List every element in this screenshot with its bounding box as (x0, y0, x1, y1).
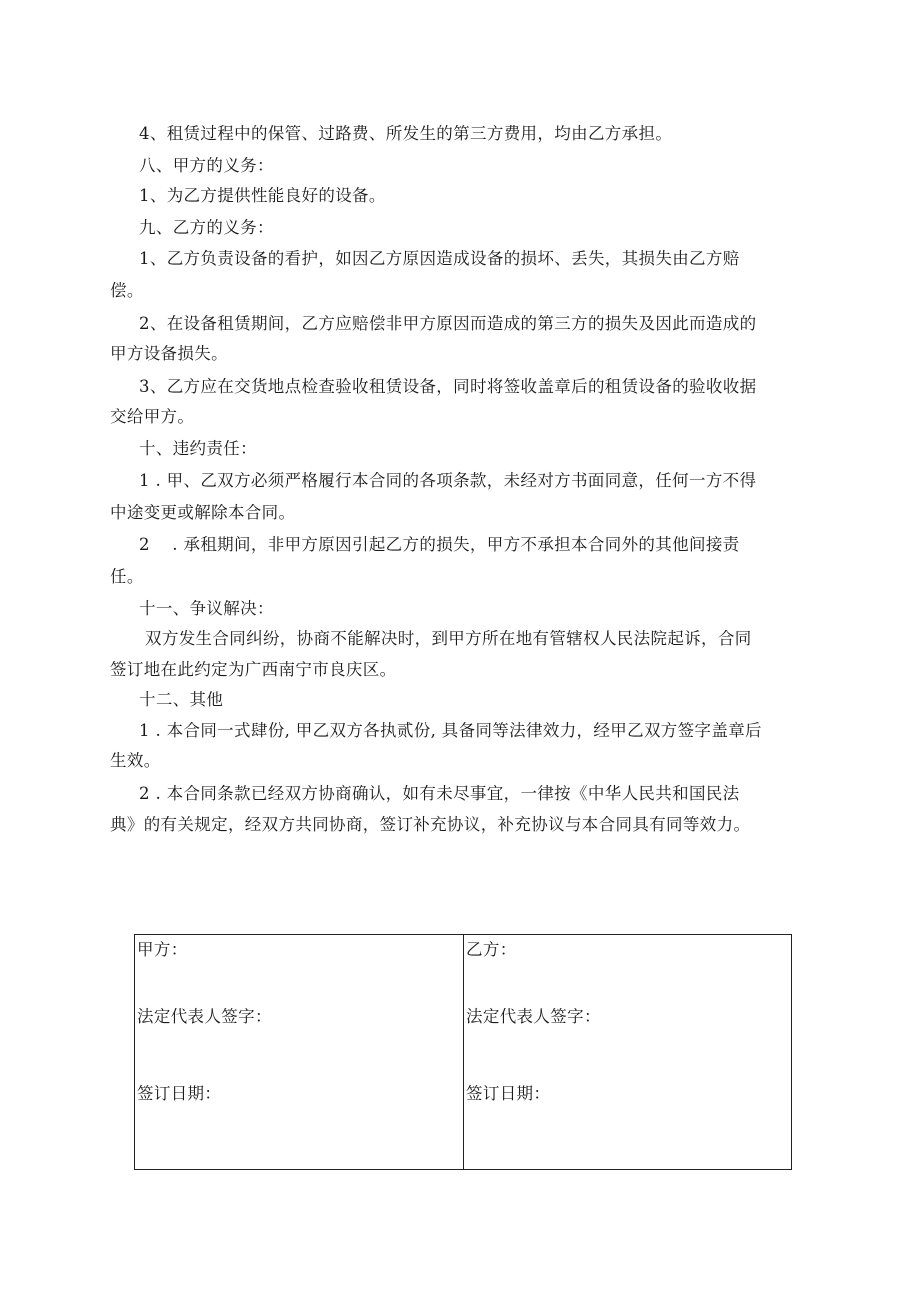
clause-line: 任。 (110, 567, 144, 586)
party-b-rep-label: 法定代表人签字： (466, 1007, 601, 1026)
clause-line: 1 . 本合同一式肆份, 甲乙双方各执贰份, 具备同等法律效力，经甲乙双方签字盖章后 (139, 721, 762, 740)
section-heading: 十一、争议解决： (139, 599, 274, 618)
clause-line: 2 . 承租期间，非甲方原因引起乙方的损失，甲方不承担本合同外的其他间接责 (139, 535, 740, 554)
section-heading: 九、乙方的义务： (139, 218, 274, 237)
clause-line: 交给甲方。 (110, 407, 195, 426)
clause-line: 双方发生合同纠纷，协商不能解决时，到甲方所在地有管辖权人民法院起诉，合同 (145, 629, 752, 648)
clause-line: 典》的有关规定，经双方共同协商，签订补充协议，补充协议与本合同具有同等效力。 (110, 815, 751, 834)
clause-line: 2 . 本合同条款已经双方协商确认，如有未尽事宜，一律按《中华人民共和国民法 (139, 784, 740, 803)
clause-line: 中途变更或解除本合同。 (110, 503, 296, 522)
clause-line: 1、为乙方提供性能良好的设备。 (139, 186, 386, 205)
party-a-date-label: 签订日期： (137, 1084, 222, 1103)
clause-line: 4、租赁过程中的保管、过路费、所发生的第三方费用，均由乙方承担。 (139, 124, 673, 143)
clause-line: 2、在设备租赁期间，乙方应赔偿非甲方原因而造成的第三方的损失及因此而造成的 (139, 314, 757, 333)
party-b-cell (464, 935, 792, 1169)
signature-table (134, 934, 792, 1170)
party-a-cell (135, 935, 463, 1169)
clause-line: 偿。 (110, 281, 144, 300)
clause-line: 甲方设备损失。 (110, 344, 228, 363)
party-a-rep-label: 法定代表人签字： (137, 1007, 272, 1026)
party-b-date-label: 签订日期： (466, 1084, 551, 1103)
clause-line: 签订地在此约定为广西南宁市良庆区。 (110, 660, 397, 679)
section-heading: 八、甲方的义务： (139, 156, 274, 175)
party-b-label: 乙方： (466, 940, 517, 959)
clause-line: 1 . 甲、乙双方必须严格履行本合同的各项条款，未经对方书面同意，任何一方不得 (139, 471, 757, 490)
party-a-label: 甲方： (137, 940, 188, 959)
section-heading: 十、违约责任： (139, 439, 257, 458)
clause-line: 3、乙方应在交货地点检查验收租赁设备，同时将签收盖章后的租赁设备的验收收据 (139, 377, 757, 396)
clause-line: 生效。 (110, 751, 161, 770)
clause-line: 1、乙方负责设备的看护，如因乙方原因造成设备的损坏、丢失，其损失由乙方赔 (139, 249, 740, 268)
section-heading: 十二、其他 (139, 690, 224, 709)
